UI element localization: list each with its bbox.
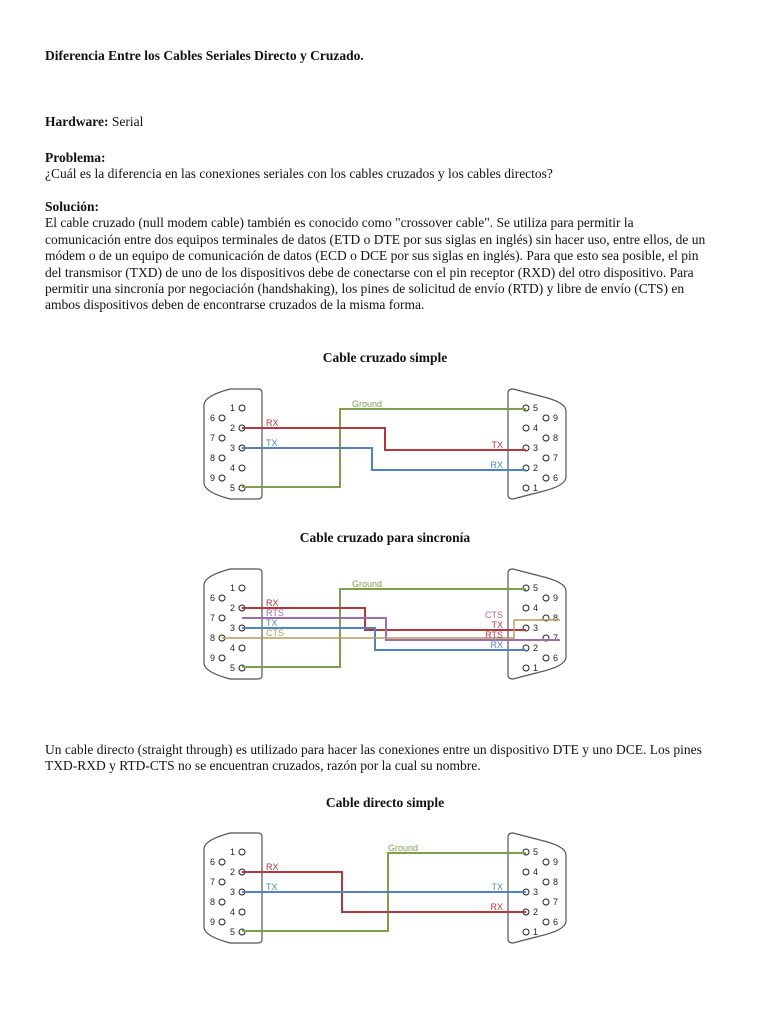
rx-label-left: RX (266, 598, 279, 608)
left-pin-number: 5 (229, 927, 235, 937)
ground-label: Ground (352, 579, 383, 589)
left-pin-number: 2 (229, 603, 235, 613)
left-pin-number: 9 (209, 473, 215, 483)
right-pin-inner-1-icon (523, 485, 529, 491)
ground-label: Ground (388, 843, 419, 853)
left-pin-number: 1 (229, 583, 235, 593)
left-pin-number: 5 (229, 663, 235, 673)
left-pin-inner-4-icon (239, 909, 245, 915)
left-pin-outer-6-icon (219, 595, 225, 601)
right-pin-number: 8 (553, 613, 559, 623)
right-pin-inner-1-icon (523, 665, 529, 671)
left-pin-outer-6-icon (219, 859, 225, 865)
right-pin-number: 2 (533, 907, 539, 917)
left-pin-outer-9-icon (219, 475, 225, 481)
left-pin-number: 2 (229, 867, 235, 877)
right-pin-outer-9-icon (543, 859, 549, 865)
left-pin-number: 5 (229, 483, 235, 493)
right-pin-inner-4-icon (523, 605, 529, 611)
tx-rx-wire (242, 448, 526, 470)
left-pin-number: 8 (209, 633, 215, 643)
left-pin-number: 6 (209, 593, 215, 603)
left-pin-number: 4 (229, 463, 235, 473)
right-pin-number: 9 (553, 593, 559, 603)
right-pin-outer-8-icon (543, 879, 549, 885)
right-pin-outer-8-icon (543, 435, 549, 441)
right-pin-outer-7-icon (543, 455, 549, 461)
right-pin-number: 8 (553, 877, 559, 887)
solucion-line: permitir una sincronía por negociación (handshaking), los pines de solicitud de envío (RTD) y libre de envío (CTS) en (45, 281, 685, 297)
hardware-label: Hardware: (45, 114, 109, 129)
cts-label-right: CTS (485, 610, 503, 620)
left-pin-outer-7-icon (219, 435, 225, 441)
diagram-cable-directo-simple (200, 829, 570, 947)
right-pin-number: 5 (533, 583, 539, 593)
diagram-cable-cruzado-sincronia (200, 565, 570, 683)
caption-cable-directo-simple: Cable directo simple (325, 795, 445, 810)
problema-text: ¿Cuál es la diferencia en las conexiones seriales con los cables cruzados y los cables directos? (45, 166, 553, 182)
left-pin-number: 8 (209, 897, 215, 907)
right-pin-number: 9 (553, 413, 559, 423)
tx-label-left: TX (266, 618, 278, 628)
left-pin-inner-4-icon (239, 645, 245, 651)
problema-label: Problema: (45, 150, 106, 165)
tx-label-right: TX (491, 620, 503, 630)
right-pin-number: 7 (553, 897, 559, 907)
right-pin-number: 4 (533, 603, 539, 613)
rx-label-left: RX (266, 418, 279, 428)
ground-label: Ground (352, 399, 383, 409)
right-pin-number: 2 (533, 643, 539, 653)
hardware-line (45, 114, 725, 130)
left-pin-outer-9-icon (219, 655, 225, 661)
right-pin-number: 5 (533, 847, 539, 857)
left-pin-number: 6 (209, 857, 215, 867)
tx-label-right: TX (491, 440, 503, 450)
solucion-label: Solución: (45, 199, 100, 214)
left-pin-number: 8 (209, 453, 215, 463)
right-pin-outer-7-icon (543, 899, 549, 905)
tx-label-left: TX (266, 882, 278, 892)
directo-paragraph (45, 742, 725, 775)
right-pin-number: 4 (533, 867, 539, 877)
left-pin-outer-8-icon (219, 455, 225, 461)
solucion-section (45, 199, 725, 314)
left-pin-outer-9-icon (219, 919, 225, 925)
left-pin-number: 4 (229, 643, 235, 653)
right-pin-number: 2 (533, 463, 539, 473)
right-pin-number: 3 (533, 623, 539, 633)
left-pin-outer-7-icon (219, 879, 225, 885)
left-pin-outer-6-icon (219, 415, 225, 421)
rx-label-right: RX (490, 902, 503, 912)
left-pin-number: 2 (229, 423, 235, 433)
right-pin-outer-6-icon (543, 655, 549, 661)
left-pin-number: 1 (229, 847, 235, 857)
left-pin-inner-4-icon (239, 465, 245, 471)
directo-line: TXD-RXD y RTD-CTS no se encuentran cruzados, razón por la cual su nombre. (45, 758, 481, 774)
left-pin-outer-8-icon (219, 899, 225, 905)
left-pin-number: 4 (229, 907, 235, 917)
right-pin-number: 1 (533, 483, 539, 493)
right-pin-outer-9-icon (543, 415, 549, 421)
left-pin-number: 7 (209, 877, 215, 887)
right-pin-number: 6 (553, 473, 559, 483)
tx-label-left: TX (266, 438, 278, 448)
right-pin-number: 7 (553, 453, 559, 463)
left-pin-number: 3 (229, 443, 235, 453)
left-pin-number: 3 (229, 623, 235, 633)
left-pin-number: 1 (229, 403, 235, 413)
right-pin-number: 9 (553, 857, 559, 867)
right-pin-inner-4-icon (523, 869, 529, 875)
right-pin-number: 8 (553, 433, 559, 443)
rx-tx-wire (242, 428, 526, 450)
rx-label-left: RX (266, 862, 279, 872)
right-pin-number: 4 (533, 423, 539, 433)
solucion-line: comunicación entre dos equipos terminales de datos (ETD o DTE por sus siglas en inglés) sin hacer uso, entre ellos, de un (45, 231, 706, 247)
rts-label-right: RTS (485, 630, 503, 640)
left-pin-number: 9 (209, 917, 215, 927)
document-title: Diferencia Entre los Cables Seriales Directo y Cruzado. (45, 48, 364, 63)
left-pin-number: 6 (209, 413, 215, 423)
rx-label-right: RX (490, 460, 503, 470)
caption-cable-cruzado-simple: Cable cruzado simple (322, 350, 448, 365)
right-pin-number: 3 (533, 443, 539, 453)
right-pin-inner-4-icon (523, 425, 529, 431)
rx-label-right: RX (490, 640, 503, 650)
left-pin-inner-1-icon (239, 849, 245, 855)
right-pin-number: 6 (553, 917, 559, 927)
tx-label-right: TX (491, 882, 503, 892)
right-pin-inner-1-icon (523, 929, 529, 935)
diagram-cable-cruzado-simple (200, 385, 570, 503)
right-pin-number: 1 (533, 663, 539, 673)
right-pin-number: 6 (553, 653, 559, 663)
left-pin-inner-1-icon (239, 585, 245, 591)
right-pin-number: 7 (553, 633, 559, 643)
directo-line: Un cable directo (straight through) es utilizado para hacer las conexiones entre un dispositivo DTE y uno DCE. Los pines (45, 742, 702, 757)
right-pin-number: 3 (533, 887, 539, 897)
problema-section (45, 150, 725, 183)
right-pin-number: 1 (533, 927, 539, 937)
left-pin-outer-7-icon (219, 615, 225, 621)
caption-cable-cruzado-sincronia: Cable cruzado para sincronía (299, 530, 471, 545)
left-pin-number: 3 (229, 887, 235, 897)
left-pin-number: 7 (209, 433, 215, 443)
solucion-line: ambos dispositivos deben de encontrarse cruzados de la misma forma. (45, 297, 425, 313)
left-pin-inner-1-icon (239, 405, 245, 411)
right-pin-outer-6-icon (543, 919, 549, 925)
left-pin-number: 9 (209, 653, 215, 663)
solucion-line: del transmisor (TXD) de uno de los dispositivos debe de conectarse con el pin receptor (RXD) del otro dispositivo. Para (45, 264, 694, 280)
solucion-line: El cable cruzado (null modem cable) también es conocido como "crossover cable". Se utiliza para permitir la (45, 215, 634, 231)
rts-label-left: RTS (266, 608, 284, 618)
left-pin-number: 7 (209, 613, 215, 623)
cts-label-left: CTS (266, 628, 284, 638)
right-pin-outer-6-icon (543, 475, 549, 481)
hardware-value: Serial (108, 114, 144, 129)
solucion-line: módem o de un equipo de comunicación de datos (ECD o DCE por sus siglas en inglés). Para que esto sea posible, el pin (45, 248, 699, 264)
right-pin-number: 5 (533, 403, 539, 413)
right-pin-outer-9-icon (543, 595, 549, 601)
